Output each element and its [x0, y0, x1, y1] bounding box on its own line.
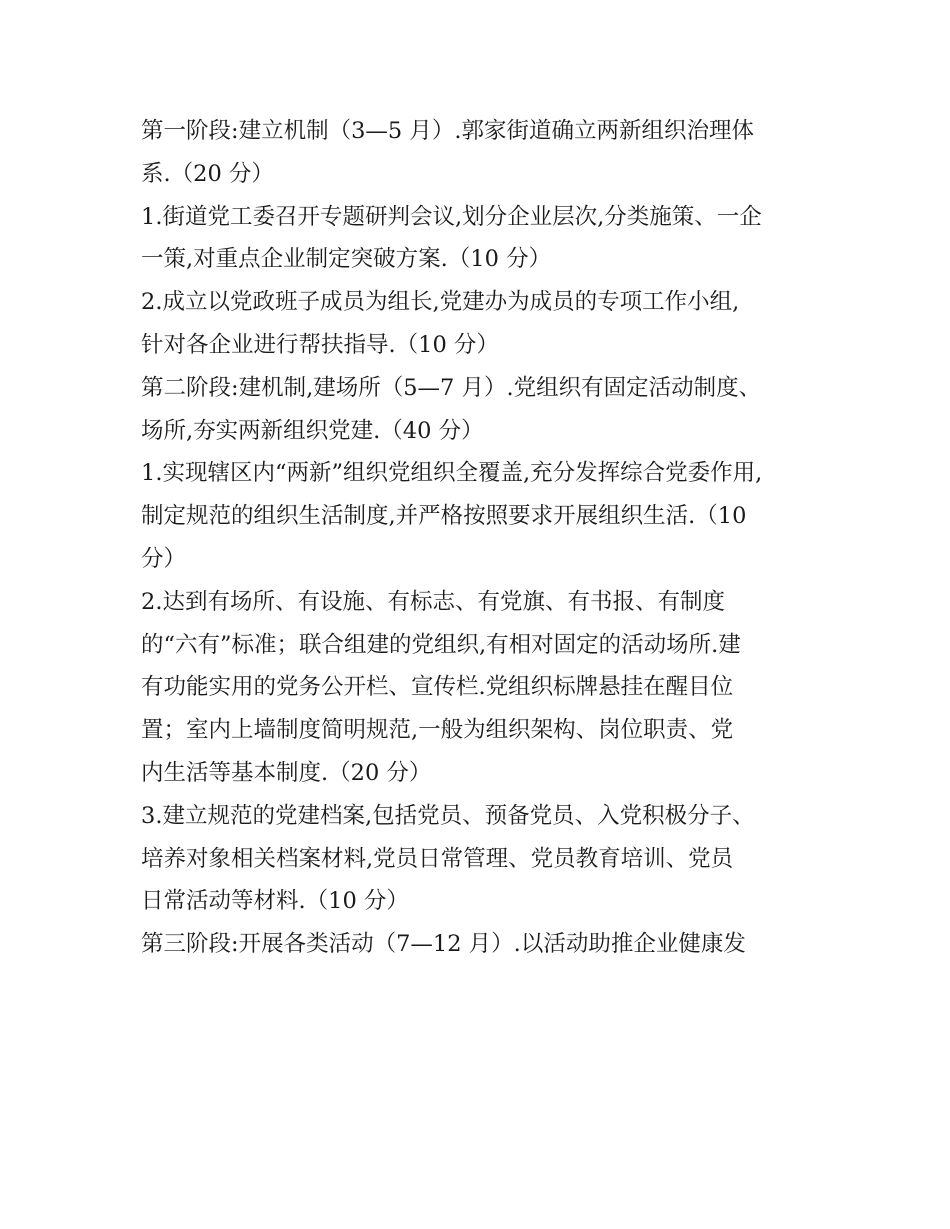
text-line: 场所,夯实两新组织党建.（40 分）: [141, 417, 484, 444]
text-line: 系.（20 分）: [141, 160, 274, 187]
text-line: 第二阶段:建机制,建场所（5—7 月）.党组织有固定活动制度、: [141, 374, 762, 401]
text-line: 一策,对重点企业制定突破方案.（10 分）: [141, 246, 552, 273]
text-line: 的“六有”标准；联合组建的党组织,有相对固定的活动场所.建: [141, 631, 741, 658]
text-line: 2.成立以党政班子成员为组长,党建办为成员的专项工作小组,: [141, 289, 740, 316]
document-body: [141, 110, 831, 966]
text-line: 第三阶段:开展各类活动（7—12 月）.以活动助推企业健康发: [141, 931, 746, 958]
text-line: 3.建立规范的党建档案,包括党员、预备党员、入党积极分子、: [141, 802, 755, 829]
text-line: 制定规范的组织生活制度,并严格按照要求开展组织生活.（10: [141, 503, 747, 530]
text-line: 1.实现辖区内“两新”组织党组织全覆盖,充分发挥综合党委作用,: [141, 460, 763, 487]
text-line: 有功能实用的党务公开栏、宣传栏.党组织标牌悬挂在醒目位: [141, 674, 734, 701]
text-line: 2.达到有场所、有设施、有标志、有党旗、有书报、有制度: [141, 588, 725, 615]
text-line: 置；室内上墙制度简明规范,一般为组织架构、岗位职责、党: [141, 717, 734, 744]
text-line: 日常活动等材料.（10 分）: [141, 888, 409, 915]
text-line: 培养对象相关档案材料,党员日常管理、党员教育培训、党员: [141, 845, 734, 872]
text-line: 1.街道党工委召开专题研判会议,划分企业层次,分类施策、一企: [141, 203, 762, 230]
text-line: 针对各企业进行帮扶指导.（10 分）: [141, 331, 499, 358]
text-line: 第一阶段:建立机制（3—5 月）.郭家街道确立两新组织治理体: [141, 118, 755, 144]
text-line: 分）: [141, 545, 187, 572]
text-line: 内生活等基本制度.（20 分）: [141, 759, 432, 786]
